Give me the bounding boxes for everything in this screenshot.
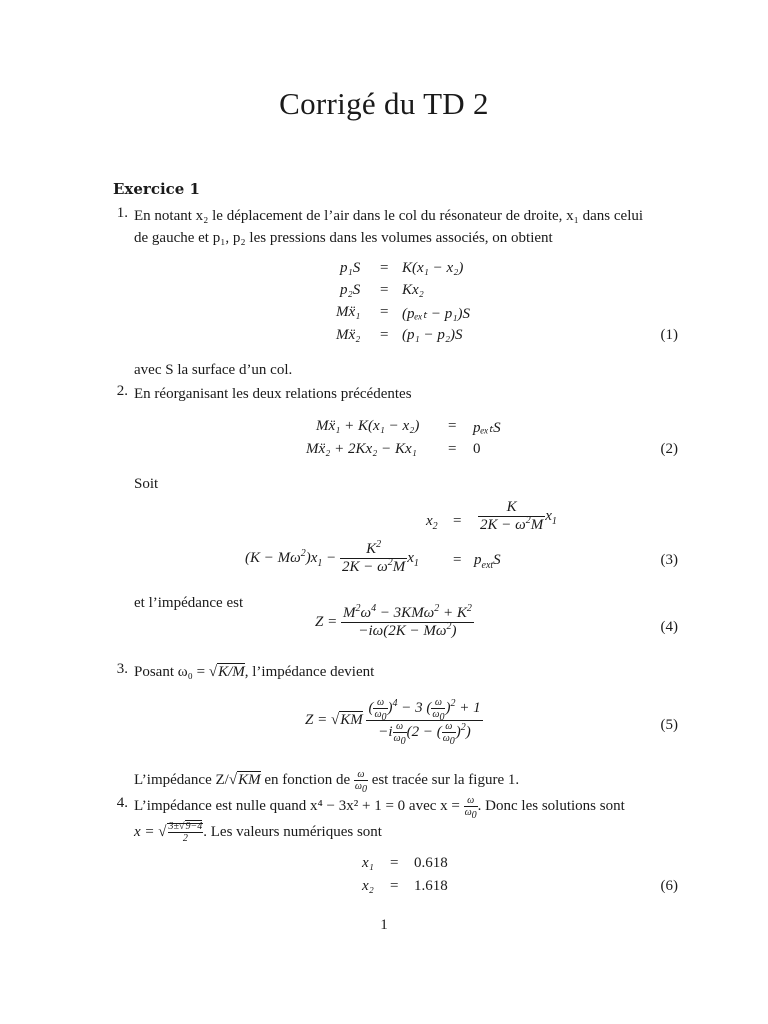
eq1-rhs-2: Kx₂ [402,282,424,298]
eq3-lhs-2: $(K - M\omega^2)x_1$ − $\frac{K^2}{2K - \omega^2M}$ $x_1$ [245,539,419,575]
eq2-lhs-2: Mẍ₂ + 2Kx₂ − Kx₁ [306,441,417,457]
eq1-rhs-3: (pₑₓₜ − p₁)S [402,306,470,322]
item-number-3: 3. [116,661,128,677]
impedance-intro: et l’impédance est [134,595,244,611]
eq6-lhs-2: x₂ [362,878,374,894]
eq1-equals-3: = [380,304,389,320]
item-3-line-2 [134,769,520,796]
item-number-1: 1. [116,205,128,221]
equation-number-6: (6) [660,878,678,894]
sqrt-k-over-m: √K/M [208,664,245,680]
equation-number-5: (5) [660,717,678,733]
eq1-lhs-2: p₂S [340,282,361,298]
eq1-rhs-4: (p₁ − p₂)S [402,327,463,343]
eq2-rhs-2: 0 [473,441,481,457]
item-2-soit: Soit [134,476,159,492]
eq3-rhs-2: $p_{ext}S$ [474,552,501,571]
eq1-equals-1: = [380,260,389,276]
eq1-lhs-4: Mẍ₂ [336,327,361,343]
item-3-line-2-post: est tracée sur la figure 1. [367,772,520,788]
item-number-2: 2. [116,383,128,399]
equation-number-1: (1) [660,327,678,343]
eq1-rhs-1: K(x₁ − x₂) [402,260,464,276]
eq3-rhs-1: $\frac{K}{2K - \omega^2M}$ $x_1$ [480,499,557,533]
item-3-line-1 [134,661,374,683]
eq4-expression: Z = $\frac{M^2\omega^4 - 3KM\omega^2 + K^2}{-i\omega(2K - M\omega^2)}$ [315,603,472,639]
eq1-equals-4: = [380,327,389,343]
item-4-line-1-pre: L’impédance est nulle quand x⁴ − 3x² + 1 = 0 avec x = [134,798,464,814]
item-1-line-2: de gauche et p₁, p₂ les pressions dans les volumes associés, on obtient [134,230,553,246]
page-number: 1 [380,917,388,933]
eq3-lhs-1: $x_2$ [426,513,438,532]
eq3-equals-2: = [453,552,462,568]
eq6-rhs-1: 0.618 [414,855,448,871]
eq6-rhs-2: 1.618 [414,878,448,894]
eq5-expression: Z = √KM ( $\frac{\omega}{\omega_0}$ )$^4$ − 3 ( $\frac{\omega}{\omega_0}$ )$^2$ + 1 −i $\frac{\omega}{\omega_0}$ (2 − ( $\frac{\omega}{\omega_0}$ )$^2$) [305,697,481,747]
item-3-line-1-post: , l’impédance devient [244,664,375,680]
section-heading: Exercice 1 [113,180,200,198]
item-2-line-1: En réorganisant les deux relations précédentes [134,386,412,402]
item-3-line-1-pre: Posant ω₀ = [134,664,209,680]
eq1-equals-2: = [380,282,389,298]
x-solution-formula: x = √ $\frac{3\pm√9-4}{2}$ [134,821,203,845]
equation-number-4: (4) [660,619,678,635]
omega-ratio: $\frac{\omega}{\omega_0}$ [354,769,367,796]
eq3-equals-1: = [453,513,462,529]
eq2-lhs-1: Mẍ₁ + K(x₁ − x₂) [316,418,420,434]
eq2-rhs-1: pₑₓₜS [473,420,501,436]
item-1-line-1: En notant x₂ le déplacement de l’air dans le col du résonateur de droite, x₁ dans celui [134,208,644,224]
item-4-line-2-post: . Les valeurs numériques sont [203,824,382,840]
omega-ratio-2: $\frac{\omega}{\omega_0}$ [464,795,477,822]
sqrt-km: √KM [228,772,261,788]
equation-number-3: (3) [660,552,678,568]
item-3-line-2-pre: L’impédance Z/ [134,772,229,788]
item-4-line-2 [134,821,382,844]
eq6-equals-2: = [390,878,399,894]
eq1-lhs-1: p₁S [340,260,361,276]
item-1-after: avec S la surface d’un col. [134,362,293,378]
equation-number-2: (2) [660,441,678,457]
page-title: Corrigé du TD 2 [279,86,489,121]
eq1-lhs-3: Mẍ₁ [336,304,361,320]
eq6-equals-1: = [390,855,399,871]
eq2-equals-1: = [448,418,457,434]
item-3-line-2-mid: en fonction de [260,772,354,788]
item-4-line-1-post: . Donc les solutions sont [477,798,625,814]
item-4-line-1 [134,795,625,822]
item-number-4: 4. [116,795,128,811]
eq6-lhs-1: x₁ [362,855,374,871]
eq2-equals-2: = [448,441,457,457]
